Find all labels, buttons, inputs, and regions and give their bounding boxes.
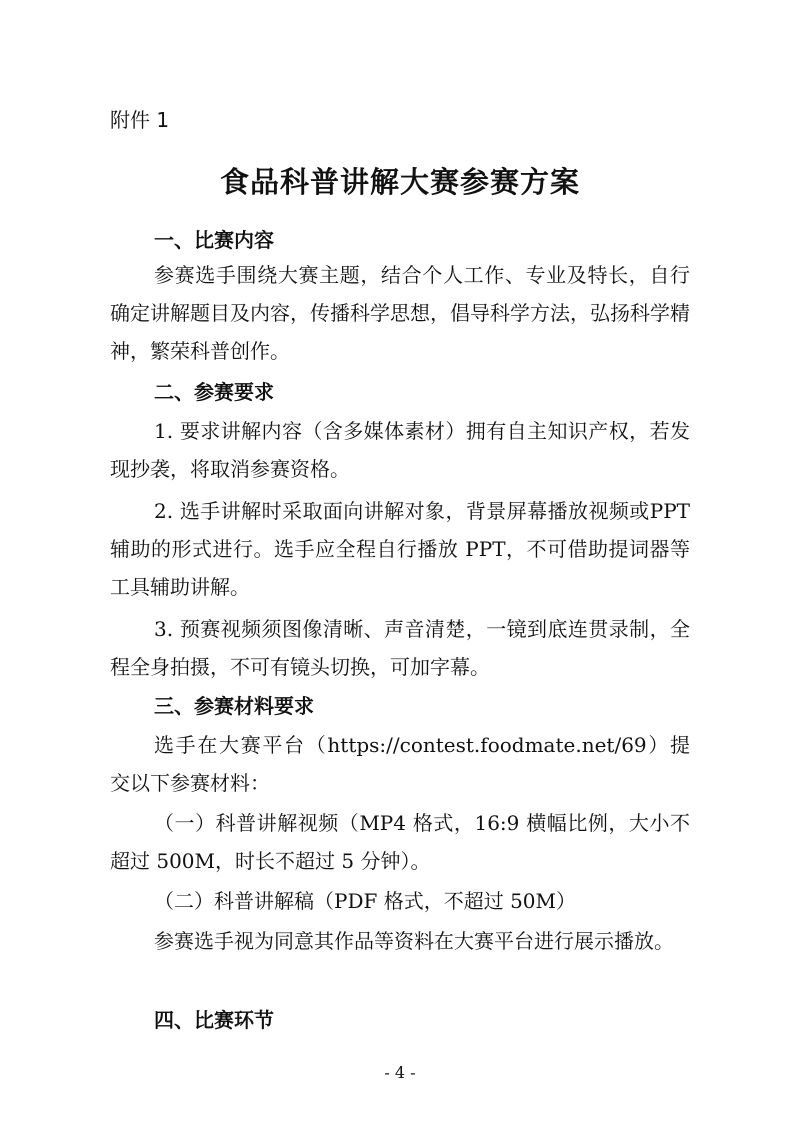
section-heading-4: 四、比赛环节 [154,1008,274,1032]
section-2-paragraph-2: 2. 选手讲解时采取面向讲解对象，背景屏幕播放视频或PPT 辅助的形式进行。选手应全程自行播放 PPT，不可借助提词器等工具辅助讲解。 [110,499,690,599]
section-heading-3: 三、参赛材料要求 [154,694,314,718]
document-title: 食品科普讲解大赛参赛方案 [219,165,580,199]
section-heading-1: 一、比赛内容 [154,228,274,252]
section-3-paragraph-4: 参赛选手视为同意其作品等资料在大赛平台进行展示播放。 [154,929,674,953]
section-3-paragraph-1: 选手在大赛平台（https://contest.foodmate.net/69）提交以下参赛材料： [110,733,690,795]
section-2-paragraph-1: 1. 要求讲解内容（含多媒体素材）拥有自主知识产权，若发现抄袭，将取消参赛资格。 [110,419,690,481]
section-heading-2: 二、参赛要求 [154,380,274,404]
attachment-label: 附件 1 [110,108,170,132]
section-3-paragraph-3: （二）科普讲解稿（PDF 格式，不超过 50M） [154,889,577,913]
page-number: - 4 - [384,1063,416,1082]
section-2-paragraph-3: 3. 预赛视频须图像清晰、声音清楚，一镜到底连贯录制，全程全身拍摄，不可有镜头切换，可加字幕。 [110,617,690,679]
section-3-paragraph-2: （一）科普讲解视频（MP4 格式，16:9 横幅比例，大小不超过 500M，时长不超过 5 分钟）。 [110,811,690,873]
section-1-paragraph: 参赛选手围绕大赛主题，结合个人工作、专业及特长，自行确定讲解题目及内容，传播科学思想，倡导科学方法，弘扬科学精神，繁荣科普创作。 [110,263,690,363]
